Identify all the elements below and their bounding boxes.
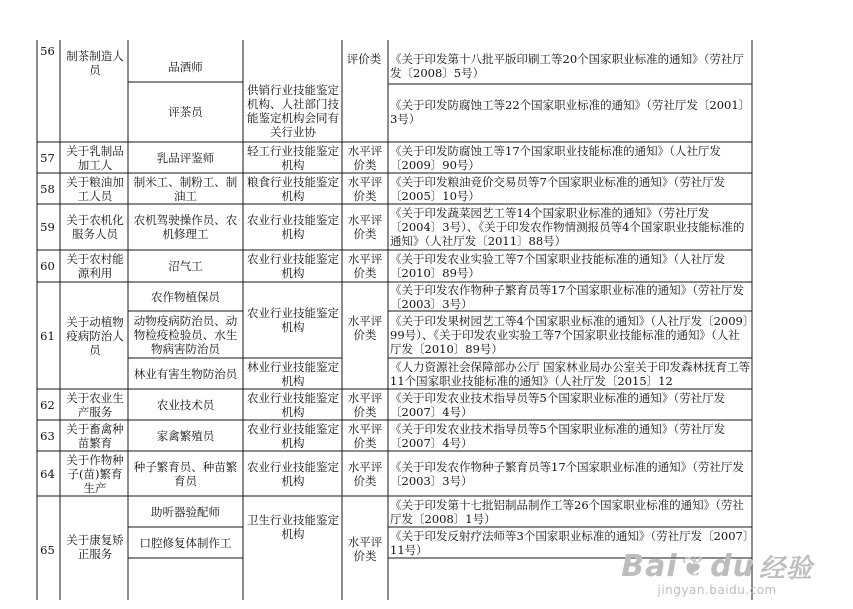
row-65-category: 关于康复矫正服务 <box>66 533 124 561</box>
row-61-occupation-3: 林业有害生物防治员 <box>133 367 238 381</box>
row-65-standard-1: 《关于印发第十七批铝制品制作工等26个国家职业标准的通知》（劳社厅发〔2008〕1号） <box>390 498 744 526</box>
row-61-occupation-1: 农作物植保员 <box>151 290 220 304</box>
row-57-number: 57 <box>40 151 55 165</box>
row-61-standard-1: 《关于印发农作物种子繁育员等17个国家职业标准的通知》（劳社厅发〔2003〕3号） <box>390 283 744 311</box>
row-64-category: 关于作物种子(苗)繁育生产 <box>66 452 124 495</box>
row-59-type: 水平评价类 <box>347 213 383 241</box>
row-58-type: 水平评价类 <box>347 175 383 203</box>
row-61-standard-2: 《关于印发果树园艺工等4个国家职业标准的通知》（人社厅发〔2009〕99号）、《关于印发农业实验工等7个国家职业技能标准的通知》（人社厅发〔2010〕89号） <box>390 314 749 356</box>
row-57-standard: 《关于印发防腐蚀工等17个国家职业技能标准的通知》（人社厅发〔2009〕90号） <box>390 144 721 172</box>
row-57-type: 水平评价类 <box>347 144 383 172</box>
row-63-number: 63 <box>40 429 55 443</box>
row-64-agency: 农业行业技能鉴定机构 <box>247 459 339 488</box>
row-62-category: 关于农业生产服务 <box>66 391 124 419</box>
row-59-occupation: 农机驾驶操作员、农机修理工 <box>133 213 238 241</box>
row-61-standard-3: 《人力资源社会保障部办公厅 国家林业局办公室关于印发森林抚育工等11个国家职业技能标准的通知》（人社厅发〔2015〕12 <box>390 360 751 388</box>
row-58-occupation: 制米工、制粉工、制油工 <box>133 175 238 203</box>
row-61-agency-forestry: 林业行业技能鉴定机构 <box>247 360 339 388</box>
row-64-standard: 《关于印发农作物种子繁育员等17个国家职业标准的通知》（劳社厅发〔2003〕3号） <box>390 459 744 488</box>
row-64-occupation: 种子繁育员、种苗繁育员 <box>133 459 238 488</box>
row-56-occupation-1: 品酒师 <box>168 60 203 74</box>
watermark-brand: Bai <box>621 549 678 584</box>
row-63-standard: 《关于印发农业技术指导员等5个国家职业标准的通知》（劳社厅发〔2007〕4号） <box>390 422 726 450</box>
row-56-agency: 供销行业技能鉴定机构、人社部门技能鉴定机构会同有关行业协 <box>247 83 339 139</box>
row-56-standard-2: 《关于印发防腐蚀工等22个国家职业标准的通知》（劳社厅发〔2001〕3号） <box>390 98 745 126</box>
row-58-agency: 粮食行业技能鉴定机构 <box>247 175 339 203</box>
row-65-type: 水平评价类 <box>347 535 383 563</box>
row-59-category: 关于农机化服务人员 <box>66 213 124 241</box>
row-62-number: 62 <box>40 398 55 412</box>
row-60-standard: 《关于印发农业实验工等7个国家职业技能标准的通知》（人社厅发〔2010〕89号） <box>390 252 726 280</box>
row-65-occupation-2: 口腔修复体制作工 <box>139 536 232 550</box>
paw-icon: ❦ <box>681 550 707 583</box>
row-61-occupation-2: 动物疫病防治员、动物检疫检验员、水生物病害防治员 <box>133 314 238 356</box>
row-60-number: 60 <box>40 259 55 273</box>
row-62-type: 水平评价类 <box>347 391 383 419</box>
row-56-standard-1: 《关于印发第十八批平版印刷工等20个国家职业标准的通知》（劳社厅发〔2008〕5号） <box>390 52 744 80</box>
row-61-type: 水平评价类 <box>347 314 383 342</box>
row-62-occupation: 农业技术员 <box>156 398 215 412</box>
row-57-agency: 轻工行业技能鉴定机构 <box>247 144 339 172</box>
row-62-agency: 农业行业技能鉴定机构 <box>247 391 339 419</box>
row-62-standard: 《关于印发农业技术指导员等5个国家职业标准的通知》（劳社厅发〔2007〕4号） <box>390 391 726 419</box>
row-56-category: 制茶制造人员 <box>66 49 124 77</box>
row-65-number: 65 <box>40 543 55 557</box>
row-58-standard: 《关于印发粮油竞价交易员等7个国家职业标准的通知》（劳社厅发〔2005〕10号） <box>390 175 726 203</box>
row-58-category: 关于粮油加工人员 <box>66 175 124 203</box>
row-58-number: 58 <box>40 182 55 196</box>
row-59-standard: 《关于印发蔬菜园艺工等14个国家职业标准的通知》（劳社厅发〔2004〕3号）、《关于印发农作物情测报员等4个国家职业技能标准的通知》（人社厅发〔2011〕88号） <box>390 206 745 248</box>
row-60-category: 关于农村能源利用 <box>66 252 124 280</box>
row-63-occupation: 家禽繁殖员 <box>156 429 215 443</box>
row-56-number: 56 <box>40 44 55 58</box>
baidu-logo <box>621 548 813 585</box>
row-56-occupation-2: 评茶员 <box>168 105 203 119</box>
row-61-agency: 农业行业技能鉴定机构 <box>247 306 339 334</box>
baidu-jingyan-watermark <box>621 548 813 597</box>
row-63-category: 关于畜禽种苗繁育 <box>66 422 124 450</box>
row-60-occupation: 沼气工 <box>168 259 203 273</box>
row-59-number: 59 <box>40 220 55 234</box>
watermark-url: jingyan.baidu.com <box>657 583 777 597</box>
row-64-number: 64 <box>40 466 55 481</box>
watermark-cn: 经验 <box>758 554 813 584</box>
row-57-occupation: 乳品评鉴师 <box>156 151 215 165</box>
row-65-standard-2: 《关于印发反射疗法师等3个国家职业标准的通知》（劳社厅发〔2007〕11号） <box>390 529 749 557</box>
row-63-type: 水平评价类 <box>347 422 383 450</box>
row-63-agency: 农业行业技能鉴定机构 <box>247 422 339 450</box>
row-61-number: 61 <box>40 329 55 343</box>
row-61-category: 关于动植物疫病防治人员 <box>66 315 124 357</box>
row-56-type: 评价类 <box>346 52 382 66</box>
row-57-category: 关于乳制品加工人 <box>66 144 124 172</box>
row-59-agency: 农业行业技能鉴定机构 <box>247 213 339 241</box>
row-65-agency: 卫生行业技能鉴定机构 <box>247 513 339 541</box>
watermark-brand-suffix: du <box>710 549 755 584</box>
row-65-occupation-1: 助听器验配师 <box>151 505 220 519</box>
row-60-type: 水平评价类 <box>347 252 383 280</box>
row-60-agency: 农业行业技能鉴定机构 <box>247 252 339 280</box>
row-64-type: 水平评价类 <box>347 459 383 488</box>
